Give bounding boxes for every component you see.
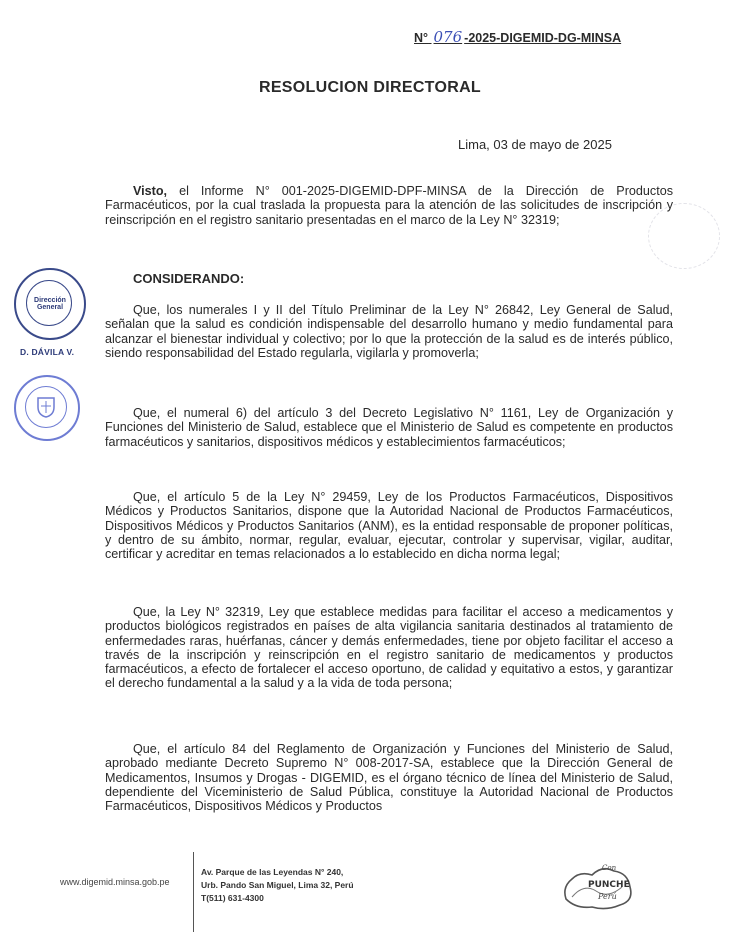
number-suffix: -2025-DIGEMID-DG-MINSA [464,31,622,45]
paragraph-4 [105,605,673,691]
seal-line: Dirección [34,297,66,304]
logo-text-peru: Perú [598,892,617,901]
visto-lead: Visto, [133,184,168,198]
address-line: T(511) 631-4300 [201,893,264,903]
paragraph-5 [105,742,673,813]
seal-line: General [36,304,64,311]
document-number [414,28,621,46]
paragraph-text: Que, el numeral 6) del artículo 3 del Decreto Legislativo N° 1161, Ley de Organización y Funciones del Ministerio de Salud, establece que el Ministerio de Salud es competente en productos farmacéuticos y sanitarios, dispositivos médicos y establecimientos farmacéuticos; [105,406,673,449]
paragraph-text: Que, la Ley N° 32319, Ley que establece medidas para facilitar el acceso a medicamentos y productos biológicos registrados en países de alta vigilancia sanitaria destinados al tratamiento de enfermedades raras, huérfanas, cáncer y demás enfermedades, tiene por objeto facilitar el acceso a través de la inscripción y reinscripción en el registro sanitario de medicamentos y productos farmacéuticos, a efecto de fortalecer el acceso oportuno, de calidad y equitativo a estos, y garantizar el derecho fundamental a la salud y a la vida de toda persona; [105,605,673,691]
footer-divider [193,852,194,932]
footer-address [201,866,354,905]
visto-paragraph [105,184,673,227]
visto-text: el Informe N° 001-2025-DIGEMID-DPF-MINSA de la Dirección de Productos Farmacéuticos, por la cual traslada la propuesta para la atención de las solicitudes de inscripción y reinscripción en el registro sanitario presentadas en el marco de la Ley N° 32319; [105,184,673,227]
direccion-general-seal [14,268,86,340]
document-date: Lima, 03 de mayo de 2025 [458,137,612,152]
footer-website[interactable]: www.digemid.minsa.gob.pe [60,877,170,887]
seal-signature: D. DÁVILA V. [20,347,75,357]
paragraph-text: Que, el artículo 84 del Reglamento de Organización y Funciones del Ministerio de Salud, aprobado mediante Decreto Supremo N° 008-2017-SA, establece que la Dirección General de Medicamentos, Insumos y Drogas - DIGEMID, es el órgano técnico de línea del Ministerio de Salud, dependiente del Viceministerio de Salud Pública, constituye la Autoridad Nacional de Productos Farmacéuticos, Dispositivos Médicos y Productos [105,742,673,814]
paragraph-3 [105,490,673,561]
logo-text-punche: PUNCHE [588,880,630,890]
logo-text-con: Con [602,864,617,872]
handwritten-number: 076 [433,28,463,46]
paragraph-text: Que, los numerales I y II del Título Preliminar de la Ley N° 26842, Ley General de Salud, señalan que la salud es condición indispensable del desarrollo humano y medio fundamental para alcanzar el bienestar individual y colectivo; por lo que la protección de la salud es de interés público, siendo responsabilidad del Estado regularla, vigilarla y promoverla; [105,303,673,360]
document-title: RESOLUCION DIRECTORAL [258,79,481,96]
paragraph-text: Que, el artículo 5 de la Ley N° 29459, Ley de los Productos Farmacéuticos, Dispositivos Médicos y Productos Sanitarios, dispone que la Autoridad Nacional de Productos Farmacéuticos, Dispositivos Médicos y Productos Sanitarios (ANM), es la entidad responsable de proponer políticas, y dentro de su ámbito, normar, regular, evaluar, ejecutar, controlar y supervisar, vigilar, auditar, certificar y acreditar en temas relacionados a lo establecido en dicha norma legal; [105,490,673,562]
considerando-heading: CONSIDERANDO: [133,271,245,286]
con-punche-peru-logo [558,857,638,913]
medicamentos-seal [14,375,80,441]
shield-emblem-icon [34,395,58,419]
number-prefix: N° [414,31,429,45]
address-line: Urb. Pando San Miguel, Lima 32, Perú [201,880,354,890]
paragraph-2 [105,406,673,449]
address-line: Av. Parque de las Leyendas N° 240, [201,867,344,877]
paragraph-1 [105,303,673,360]
